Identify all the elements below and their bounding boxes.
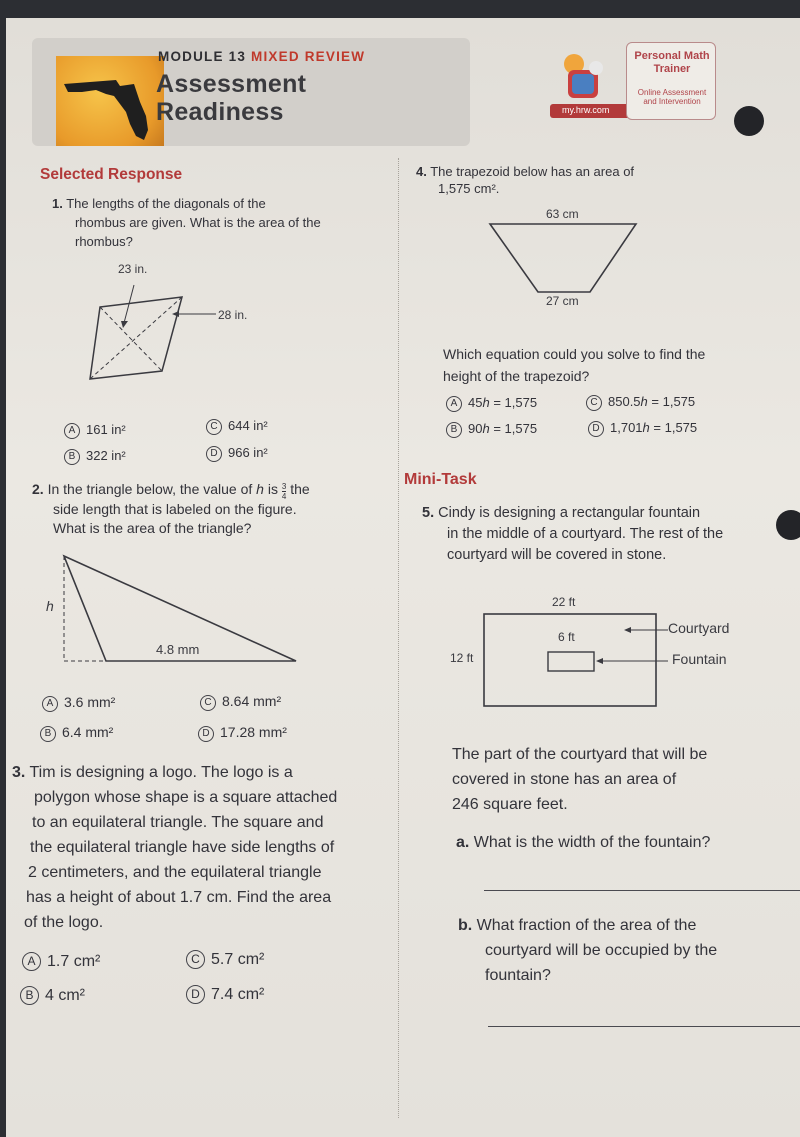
- rhombus-figure: [76, 273, 226, 383]
- math-trainer-mascot-icon: [552, 48, 616, 104]
- math-trainer-subtitle: Online Assessment and Intervention: [637, 88, 707, 106]
- module-label: MODULE 13 MIXED REVIEW: [158, 49, 366, 64]
- question-5b: b. What fraction of the area of the: [458, 917, 697, 934]
- question-2: 2. In the triangle below, the value of h is $\frac{3}{4}$ the: [32, 481, 310, 501]
- question-1-line2: rhombus are given. What is the area of the: [75, 215, 321, 230]
- q2-option-c[interactable]: C 8.64 mm²: [200, 693, 281, 711]
- q4-option-c[interactable]: C 850.5h = 1,575: [586, 394, 695, 411]
- page-title-line1: Assessment: [156, 70, 307, 98]
- question-3-line6: has a height of about 1.7 cm. Find the area: [26, 889, 332, 906]
- fountain-label: Fountain: [672, 651, 727, 667]
- q3-option-c[interactable]: C 5.7 cm²: [186, 950, 264, 969]
- trapezoid-top-label: 63 cm: [546, 207, 579, 221]
- worksheet-page: [6, 18, 800, 1137]
- question-3-line5: 2 centimeters, and the equilateral triangle: [28, 864, 322, 881]
- q1-option-c[interactable]: C 644 in²: [206, 418, 268, 435]
- q1-option-d[interactable]: D 966 in²: [206, 445, 268, 462]
- binder-hole: [734, 106, 764, 136]
- mini-task-heading: Mini-Task: [404, 471, 477, 488]
- fraction-three-fourths: $\frac{3}{4}$: [281, 482, 287, 501]
- question-3-line3: to an equilateral triangle. The square and: [32, 814, 324, 831]
- binder-hole: [776, 510, 800, 540]
- math-trainer-title: Personal Math Trainer: [634, 50, 710, 75]
- question-5b-line2: courtyard will be occupied by the: [485, 942, 718, 959]
- trapezoid-bottom-label: 27 cm: [546, 294, 579, 308]
- rhombus-diagonal-label-a: 23 in.: [118, 262, 148, 276]
- question-5-line2: in the middle of a courtyard. The rest of the: [447, 526, 724, 542]
- question-1-line3: rhombus?: [75, 234, 133, 249]
- question-4-line2: 1,575 cm².: [438, 181, 500, 196]
- question-5-info-line3: 246 square feet.: [452, 796, 568, 813]
- rhombus-diagonal-label-b: 28 in.: [218, 308, 248, 322]
- page-title-line2: Readiness: [156, 98, 284, 126]
- question-5-info-line2: covered in stone has an area of: [452, 771, 677, 788]
- courtyard-label: Courtyard: [668, 620, 730, 636]
- question-4: 4. The trapezoid below has an area of: [416, 164, 635, 179]
- courtyard-width-label: 22 ft: [552, 595, 576, 609]
- courtyard-height-label: 12 ft: [450, 651, 474, 665]
- question-4-prompt: Which equation could you solve to find the: [443, 346, 706, 362]
- triangle-base-label: 4.8 mm: [156, 642, 200, 657]
- hrw-link[interactable]: my.hrw.com: [562, 105, 610, 115]
- q3-option-a[interactable]: A 1.7 cm²: [22, 952, 100, 971]
- florida-map-logo: [56, 56, 164, 146]
- answer-blank-5a[interactable]: [484, 890, 800, 891]
- section-heading: Selected Response: [40, 166, 183, 183]
- question-1: 1. The lengths of the diagonals of the: [52, 196, 266, 211]
- q2-option-d[interactable]: D 17.28 mm²: [198, 724, 287, 742]
- courtyard-figure: [482, 608, 672, 710]
- question-2-line2: side length that is labeled on the figure.: [53, 501, 297, 517]
- column-divider: [398, 158, 399, 1118]
- q1-option-b[interactable]: B 322 in²: [64, 448, 126, 465]
- question-5-line3: courtyard will be covered in stone.: [447, 547, 667, 563]
- answer-blank-5b[interactable]: [488, 1026, 800, 1027]
- fountain-length-label: 6 ft: [558, 630, 575, 644]
- q2-option-b[interactable]: B 6.4 mm²: [40, 724, 113, 742]
- triangle-height-label: h: [46, 598, 54, 614]
- q4-option-d[interactable]: D 1,701h = 1,575: [588, 420, 697, 437]
- question-4-prompt-line2: height of the trapezoid?: [443, 368, 590, 384]
- question-3-line7: of the logo.: [24, 914, 104, 931]
- question-5-info: The part of the courtyard that will be: [452, 746, 708, 763]
- question-3-line4: the equilateral triangle have side lengths of: [30, 839, 335, 856]
- question-5a: a. What is the width of the fountain?: [456, 834, 711, 851]
- q1-option-a[interactable]: A 161 in²: [64, 422, 126, 439]
- question-3: 3. Tim is designing a logo. The logo is a: [12, 764, 293, 781]
- question-5: 5. Cindy is designing a rectangular fountain: [422, 505, 701, 521]
- q4-option-b[interactable]: B 90h = 1,575: [446, 421, 537, 438]
- question-5b-line3: fountain?: [485, 967, 551, 984]
- q3-option-d[interactable]: D 7.4 cm²: [186, 985, 264, 1004]
- question-3-line2: polygon whose shape is a square attached: [34, 789, 338, 806]
- trapezoid-figure: [486, 218, 646, 298]
- question-2-line3: What is the area of the triangle?: [53, 520, 252, 536]
- q2-option-a[interactable]: A 3.6 mm²: [42, 694, 115, 712]
- q3-option-b[interactable]: B 4 cm²: [20, 986, 85, 1005]
- q4-option-a[interactable]: A 45h = 1,575: [446, 395, 537, 412]
